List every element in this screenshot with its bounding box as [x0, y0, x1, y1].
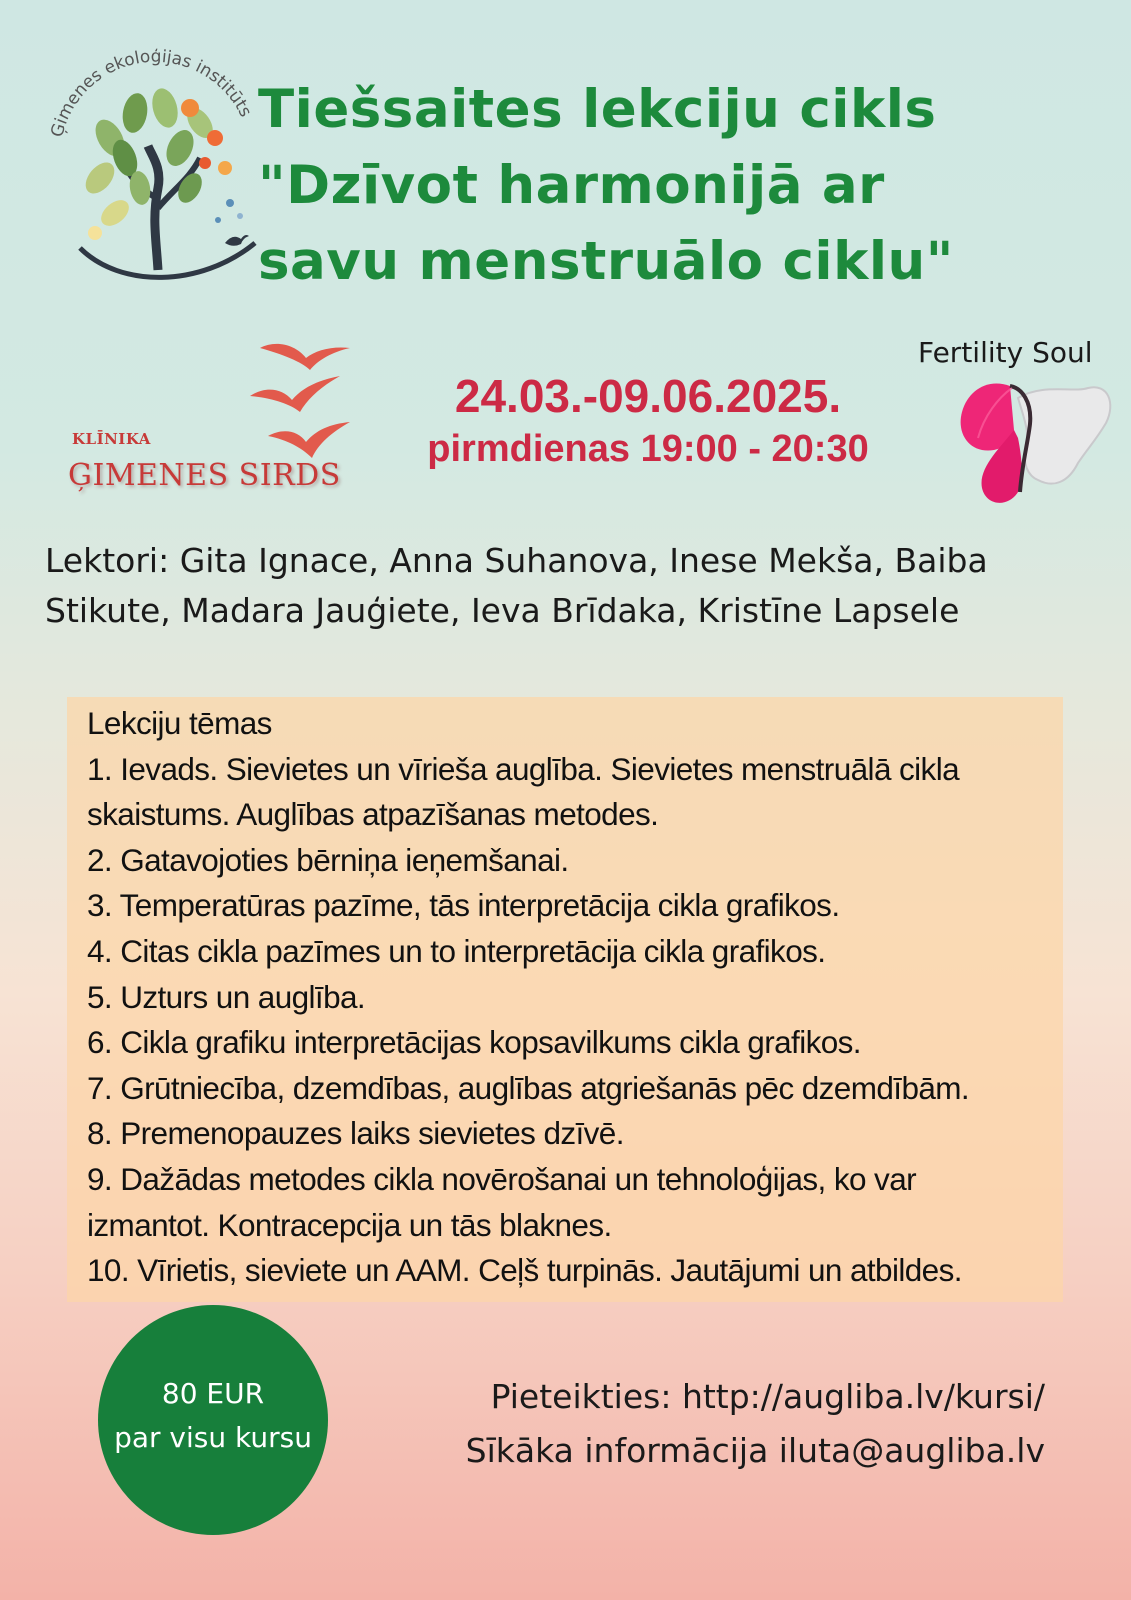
topic-line: 7. Grūtniecība, dzemdības, auglības atgriešanās pēc dzemdībām. — [87, 1069, 970, 1106]
date-range: 24.03.-09.06.2025. — [454, 370, 842, 422]
svg-text:Ģimenes ekoloģijas institūts — [47, 47, 255, 140]
title-line-1: Tiešsaites lekciju cikls — [258, 79, 937, 140]
lecturers-line-2: Stikute, Madara Jauģiete, Ieva Brīdaka, Kristīne Lapsele — [45, 591, 960, 630]
price-badge — [98, 1305, 328, 1535]
topic-line: 6. Cikla grafiku interpretācijas kopsavilkums cikla grafikos. — [87, 1024, 861, 1061]
institute-tree-logo — [40, 38, 270, 288]
event-dates — [378, 368, 918, 474]
topic-line: 9. Dažādas metodes cikla novērošanai un tehnoloģijas, ko var — [87, 1160, 917, 1197]
price-amount: 80 EUR — [161, 1377, 265, 1410]
butterfly-icon — [948, 368, 1118, 513]
price-note: par visu kursu — [114, 1421, 312, 1454]
lecturers — [45, 536, 1105, 636]
klinika-name: ĢIMENES SIRDS — [68, 458, 341, 493]
topic-line: skaistums. Auglības atpazīšanas metodes. — [87, 796, 659, 833]
topic-line: izmantot. Kontracepcija un tās blaknes. — [87, 1206, 612, 1243]
topic-line: 3. Temperatūras pazīme, tās interpretācija cikla grafikos. — [87, 887, 840, 924]
topic-line: 10. Vīrietis, sieviete un AAM. Ceļš turpinās. Jautājumi un atbildes. — [87, 1252, 962, 1289]
contact-info — [440, 1370, 1045, 1478]
lecturers-line-1: Lektori: Gita Ignace, Anna Suhanova, Inese Mekša, Baiba — [45, 541, 988, 580]
event-time: pirmdienas 19:00 - 20:30 — [427, 428, 869, 470]
event-title — [258, 72, 1118, 300]
topic-line: 5. Uzturs un auglība. — [87, 978, 366, 1015]
fertility-soul-label: Fertility Soul — [918, 336, 1093, 369]
klinika-label: KLĪNIKA — [72, 430, 151, 448]
institute-name: Ģimenes ekoloģijas institūts — [47, 46, 256, 140]
topics-heading: Lekciju tēmas — [87, 705, 272, 741]
title-line-2: "Dzīvot harmonijā ar — [258, 155, 885, 216]
topics-list — [87, 701, 1053, 1294]
topic-line: 4. Citas cikla pazīmes un to interpretācija cikla grafikos. — [87, 932, 826, 969]
signup-link[interactable]: Pieteikties: http://augliba.lv/kursi/ — [490, 1377, 1045, 1416]
title-line-3: savu menstruālo ciklu" — [258, 231, 954, 292]
topics-box — [67, 697, 1063, 1302]
info-email[interactable]: Sīkāka informācija iluta@augliba.lv — [465, 1431, 1045, 1470]
topic-line: 8. Premenopauzes laiks sievietes dzīvē. — [87, 1115, 624, 1152]
topic-line: 2. Gatavojoties bērniņa ieņemšanai. — [87, 841, 569, 878]
topic-line: 1. Ievads. Sievietes un vīrieša auglība. Sievietes menstruālā cikla — [87, 750, 960, 787]
